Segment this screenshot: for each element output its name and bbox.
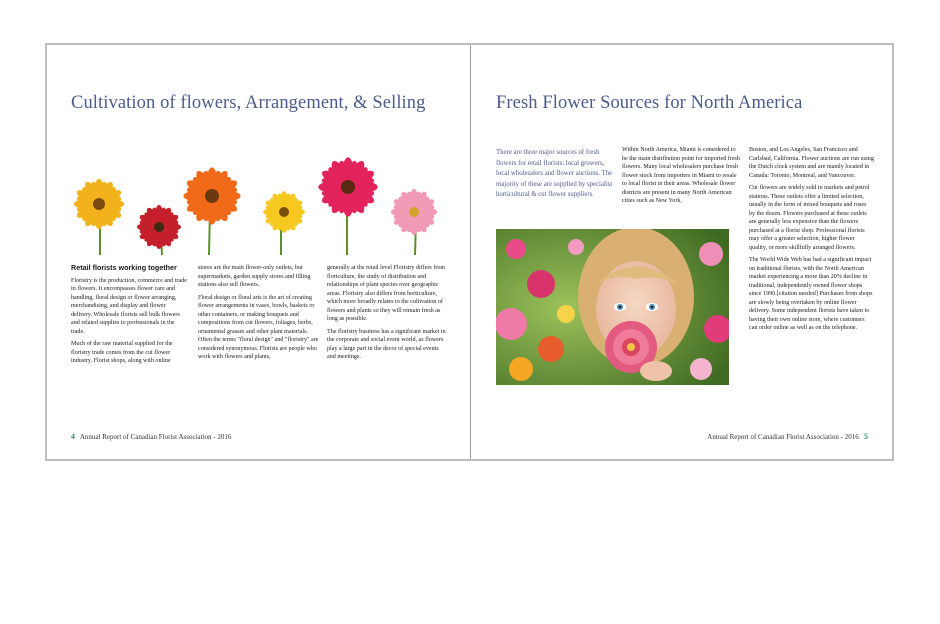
body-paragraph: Much of the raw material supplied for the floristry trade comes from the cut flower industry. Florist shops, along with online (71, 341, 173, 364)
section-heading: Retail florists working together (71, 263, 177, 272)
right-page-footer (707, 432, 868, 441)
right-column-3 (749, 146, 874, 337)
body-paragraph: stores are the main flower-only outlets, but supermarkets, garden supply stores and filling stations also sell flowers. (198, 265, 311, 288)
left-page-footer (71, 432, 231, 441)
left-column-3 (327, 264, 447, 366)
body-paragraph: generally at the retail level Floristry differs from floriculture, the study of distribution and relationships of plant species over geographic areas. Floristry also differs from horticulture, which more broadly relates to the cultivation of flowers and plants so they will remain fresh as long as possible. (327, 265, 446, 322)
body-paragraph: Cut flowers are widely sold in markets and petrol stations. These outlets offer a limited selection, usually in the form of mixed bouquets and roses by the dozen. Flowers purchased at these outlets are generally less expensive than the flowers purchased at a florist shop. Professional florists may offer a greater selection, higher flower quality, or more skillfully arranged flowers. (749, 185, 870, 251)
footer-text: Annual Report of Canadian Florist Association - 2016 (79, 433, 232, 441)
body-paragraph: Floristry is the production, commerce and trade in flowers. It encompasses flower care and handling, floral design or flower arranging, merchandising, and display and flower delivery. Wholesale florists sell bulk flowers and related supplies to professionals in the trade. (71, 277, 187, 335)
body-paragraph: Within North America, Miami is considered to be the main distribution point for imported fresh flowers. Many local wholesalers purchase fresh flower stock from importers in Miami to resale to local florist in their areas. Wholesale flower districts are present in many North American cities such as New York, (622, 147, 740, 204)
girl-with-zinnia-photo (496, 229, 729, 385)
left-column-2 (198, 264, 323, 366)
body-paragraph: Boston, and Los Angeles, San Francisco and Carlsbad, California. Flower auctions are run using the Dutch clock system and are mainly located in Canada: Toronto, Montreal, and Vancouver. (749, 147, 874, 179)
left-page (47, 45, 470, 459)
left-page-title: Cultivation of flowers, Arrangement, & Selling (71, 93, 426, 113)
body-paragraph: Floral design or floral arts is the art of creating flower arrangements in vases, bowls, baskets or other containers, or making bouquets and compositions from cut flowers, foliages, herbs, ornamental grasses and other plant materials. Often the terms "floral design" and "floristry" are considered synonymous. Florists are people who work with flowers and plants, (198, 294, 319, 360)
brochure-spread (45, 43, 894, 461)
body-paragraph: The World Wide Web has had a significant impact on traditional florists, with the North American market experiencing a more than 20% decline in traditional, independently owned flower shops since 1990.[citation needed] Purchases from shops are slowly being overtaken by online flower delivery. Some independent florists have taken to having their own online store, where customers can order online as well as on the telephone. (749, 257, 873, 331)
body-paragraph: The floristry business has a significant market in the corporate and social event world, as flowers play a large part in the decor of special events and meetings. (327, 328, 446, 360)
right-page (471, 45, 894, 459)
gerbera-flowers-image (67, 149, 447, 261)
pull-quote: There are three major sources of fresh flowers for retail florists: local growers, local wholesalers and flower auctions. The majority of these are supplied by specialist horticultural & cut flower suppliers. (496, 149, 613, 199)
right-column-2 (622, 146, 740, 210)
page-number: 4 (71, 432, 75, 441)
right-page-title: Fresh Flower Sources for North America (496, 93, 803, 113)
left-column-1 (71, 264, 187, 370)
page-number: 5 (864, 432, 868, 441)
footer-text: Annual Report of Canadian Florist Association - 2016 (707, 433, 859, 441)
